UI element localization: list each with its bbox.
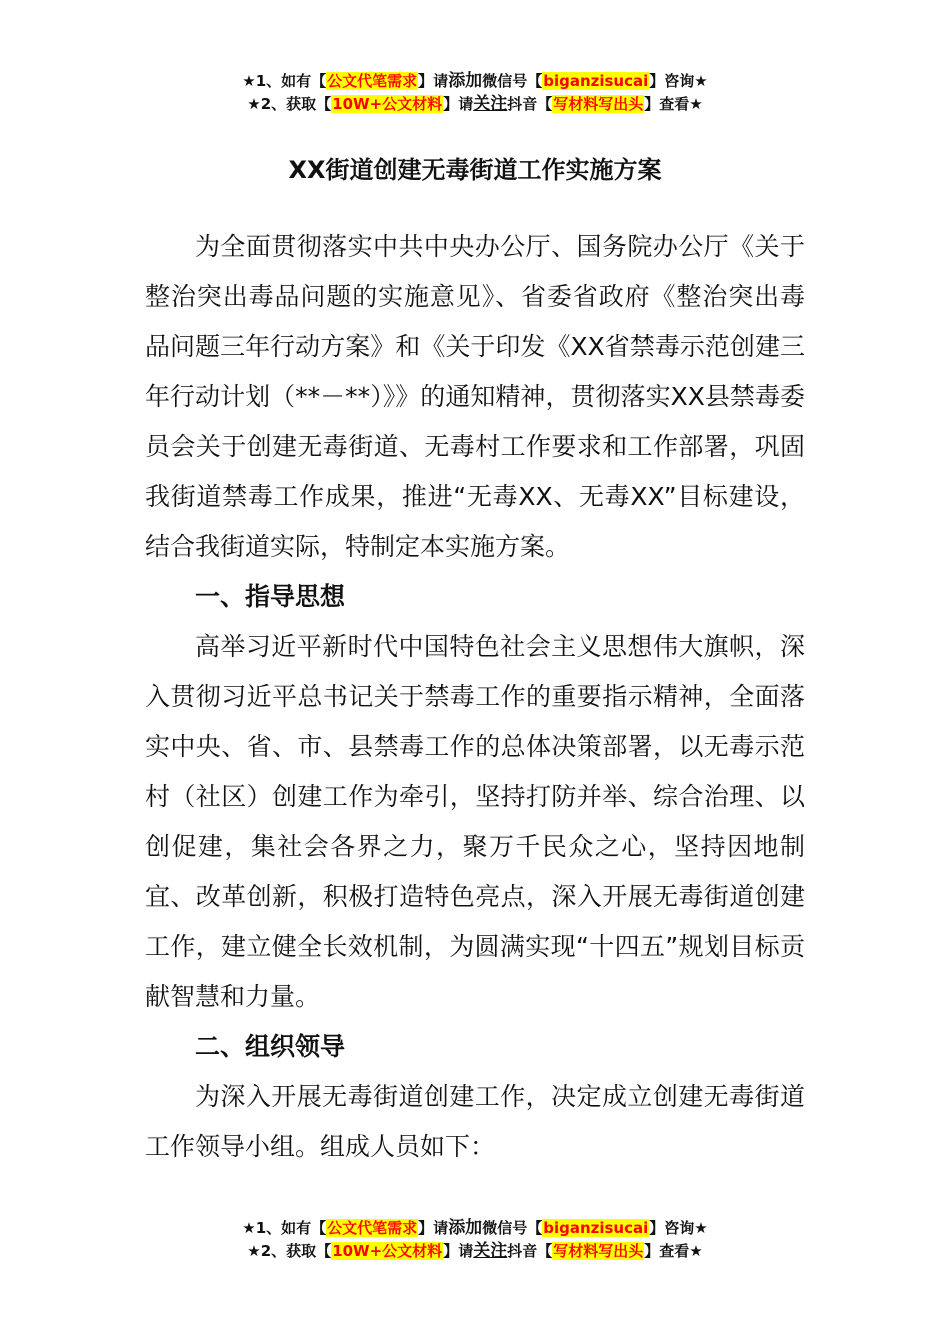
ad-line-2: [0, 1240, 950, 1263]
intro-paragraph: 为全面贯彻落实中共中央办公厅、国务院办公厅《关于整治突出毒品问题的实施意见》、省委省政府《整治突出毒品问题三年行动方案》和《关于印发《XX省禁毒示范创建三年行动计划（**－**）》》的通知精神，贯彻落实XX县禁毒委员会关于创建无毒街道、无毒村工作要求和工作部署，巩固我街道禁毒工作成果，推进“无毒XX、无毒XX”目标建设，结合我街道实际，特制定本实施方案。: [145, 232, 805, 561]
star-icon: ★: [242, 72, 256, 90]
ad-emphasis: 关注: [473, 94, 508, 114]
footer-ad-banner: [0, 1217, 950, 1263]
star-icon: ★: [247, 1242, 261, 1260]
ad-text: 1、如有【: [255, 1219, 327, 1237]
ad-line-1: [0, 70, 950, 93]
ad-text: 2、获取【: [260, 95, 332, 113]
ad-text: 】请: [418, 72, 449, 90]
ad-text: 】咨询: [649, 72, 695, 90]
ad-emphasis: 添加: [448, 71, 483, 91]
ad-emphasis: 关注: [473, 1241, 508, 1261]
ad-line-2: [0, 93, 950, 116]
section-heading-guiding-ideology: 一、指导思想: [195, 582, 346, 611]
ad-douyin-account: 写材料写出头: [553, 1242, 644, 1260]
ad-text: 】请: [443, 95, 474, 113]
ad-text: 2、获取【: [260, 1242, 332, 1260]
ad-highlight: 公文代笔需求: [327, 1219, 418, 1237]
ad-text: 】查看: [644, 95, 690, 113]
star-icon: ★: [694, 1219, 708, 1237]
section-paragraph-organization: 为深入开展无毒街道创建工作，决定成立创建无毒街道工作领导小组。组成人员如下：: [145, 1082, 805, 1161]
section-paragraph-guiding-ideology: 高举习近平新时代中国特色社会主义思想伟大旗帜，深入贯彻习近平总书记关于禁毒工作的重要指示精神，全面落实中央、省、市、县禁毒工作的总体决策部署，以无毒示范村（社区）创建工作为牵引，坚持打防并举、综合治理、以创促建，集社会各界之力，聚万千民众之心，坚持因地制宜、改革创新，积极打造特色亮点，深入开展无毒街道创建工作，建立健全长效机制，为圆满实现“十四五”规划目标贡献智慧和力量。: [145, 632, 805, 1011]
ad-text: 微信号【: [482, 72, 543, 90]
ad-text: 】请: [443, 1242, 474, 1260]
ad-highlight: 公文代笔需求: [327, 72, 418, 90]
ad-line-1: [0, 1217, 950, 1240]
ad-emphasis: 添加: [448, 1218, 483, 1238]
ad-text: 】请: [418, 1219, 449, 1237]
ad-text: 】查看: [644, 1242, 690, 1260]
ad-text: 微信号【: [482, 1219, 543, 1237]
header-ad-banner: [0, 70, 950, 116]
star-icon: ★: [689, 95, 703, 113]
ad-wechat-id: biganzisucai: [543, 1219, 649, 1237]
ad-douyin-account: 写材料写出头: [553, 95, 644, 113]
ad-text: 抖音【: [507, 1242, 553, 1260]
document-body: [145, 222, 805, 1172]
star-icon: ★: [247, 95, 261, 113]
star-icon: ★: [689, 1242, 703, 1260]
ad-text: 】咨询: [649, 1219, 695, 1237]
star-icon: ★: [242, 1219, 256, 1237]
ad-wechat-id: biganzisucai: [543, 72, 649, 90]
star-icon: ★: [694, 72, 708, 90]
ad-text: 1、如有【: [255, 72, 327, 90]
ad-highlight: 10W+公文材料: [332, 1242, 443, 1260]
ad-highlight: 10W+公文材料: [332, 95, 443, 113]
document-title: XX街道创建无毒街道工作实施方案: [288, 156, 662, 184]
section-heading-organization: 二、组织领导: [195, 1032, 346, 1061]
ad-text: 抖音【: [507, 95, 553, 113]
